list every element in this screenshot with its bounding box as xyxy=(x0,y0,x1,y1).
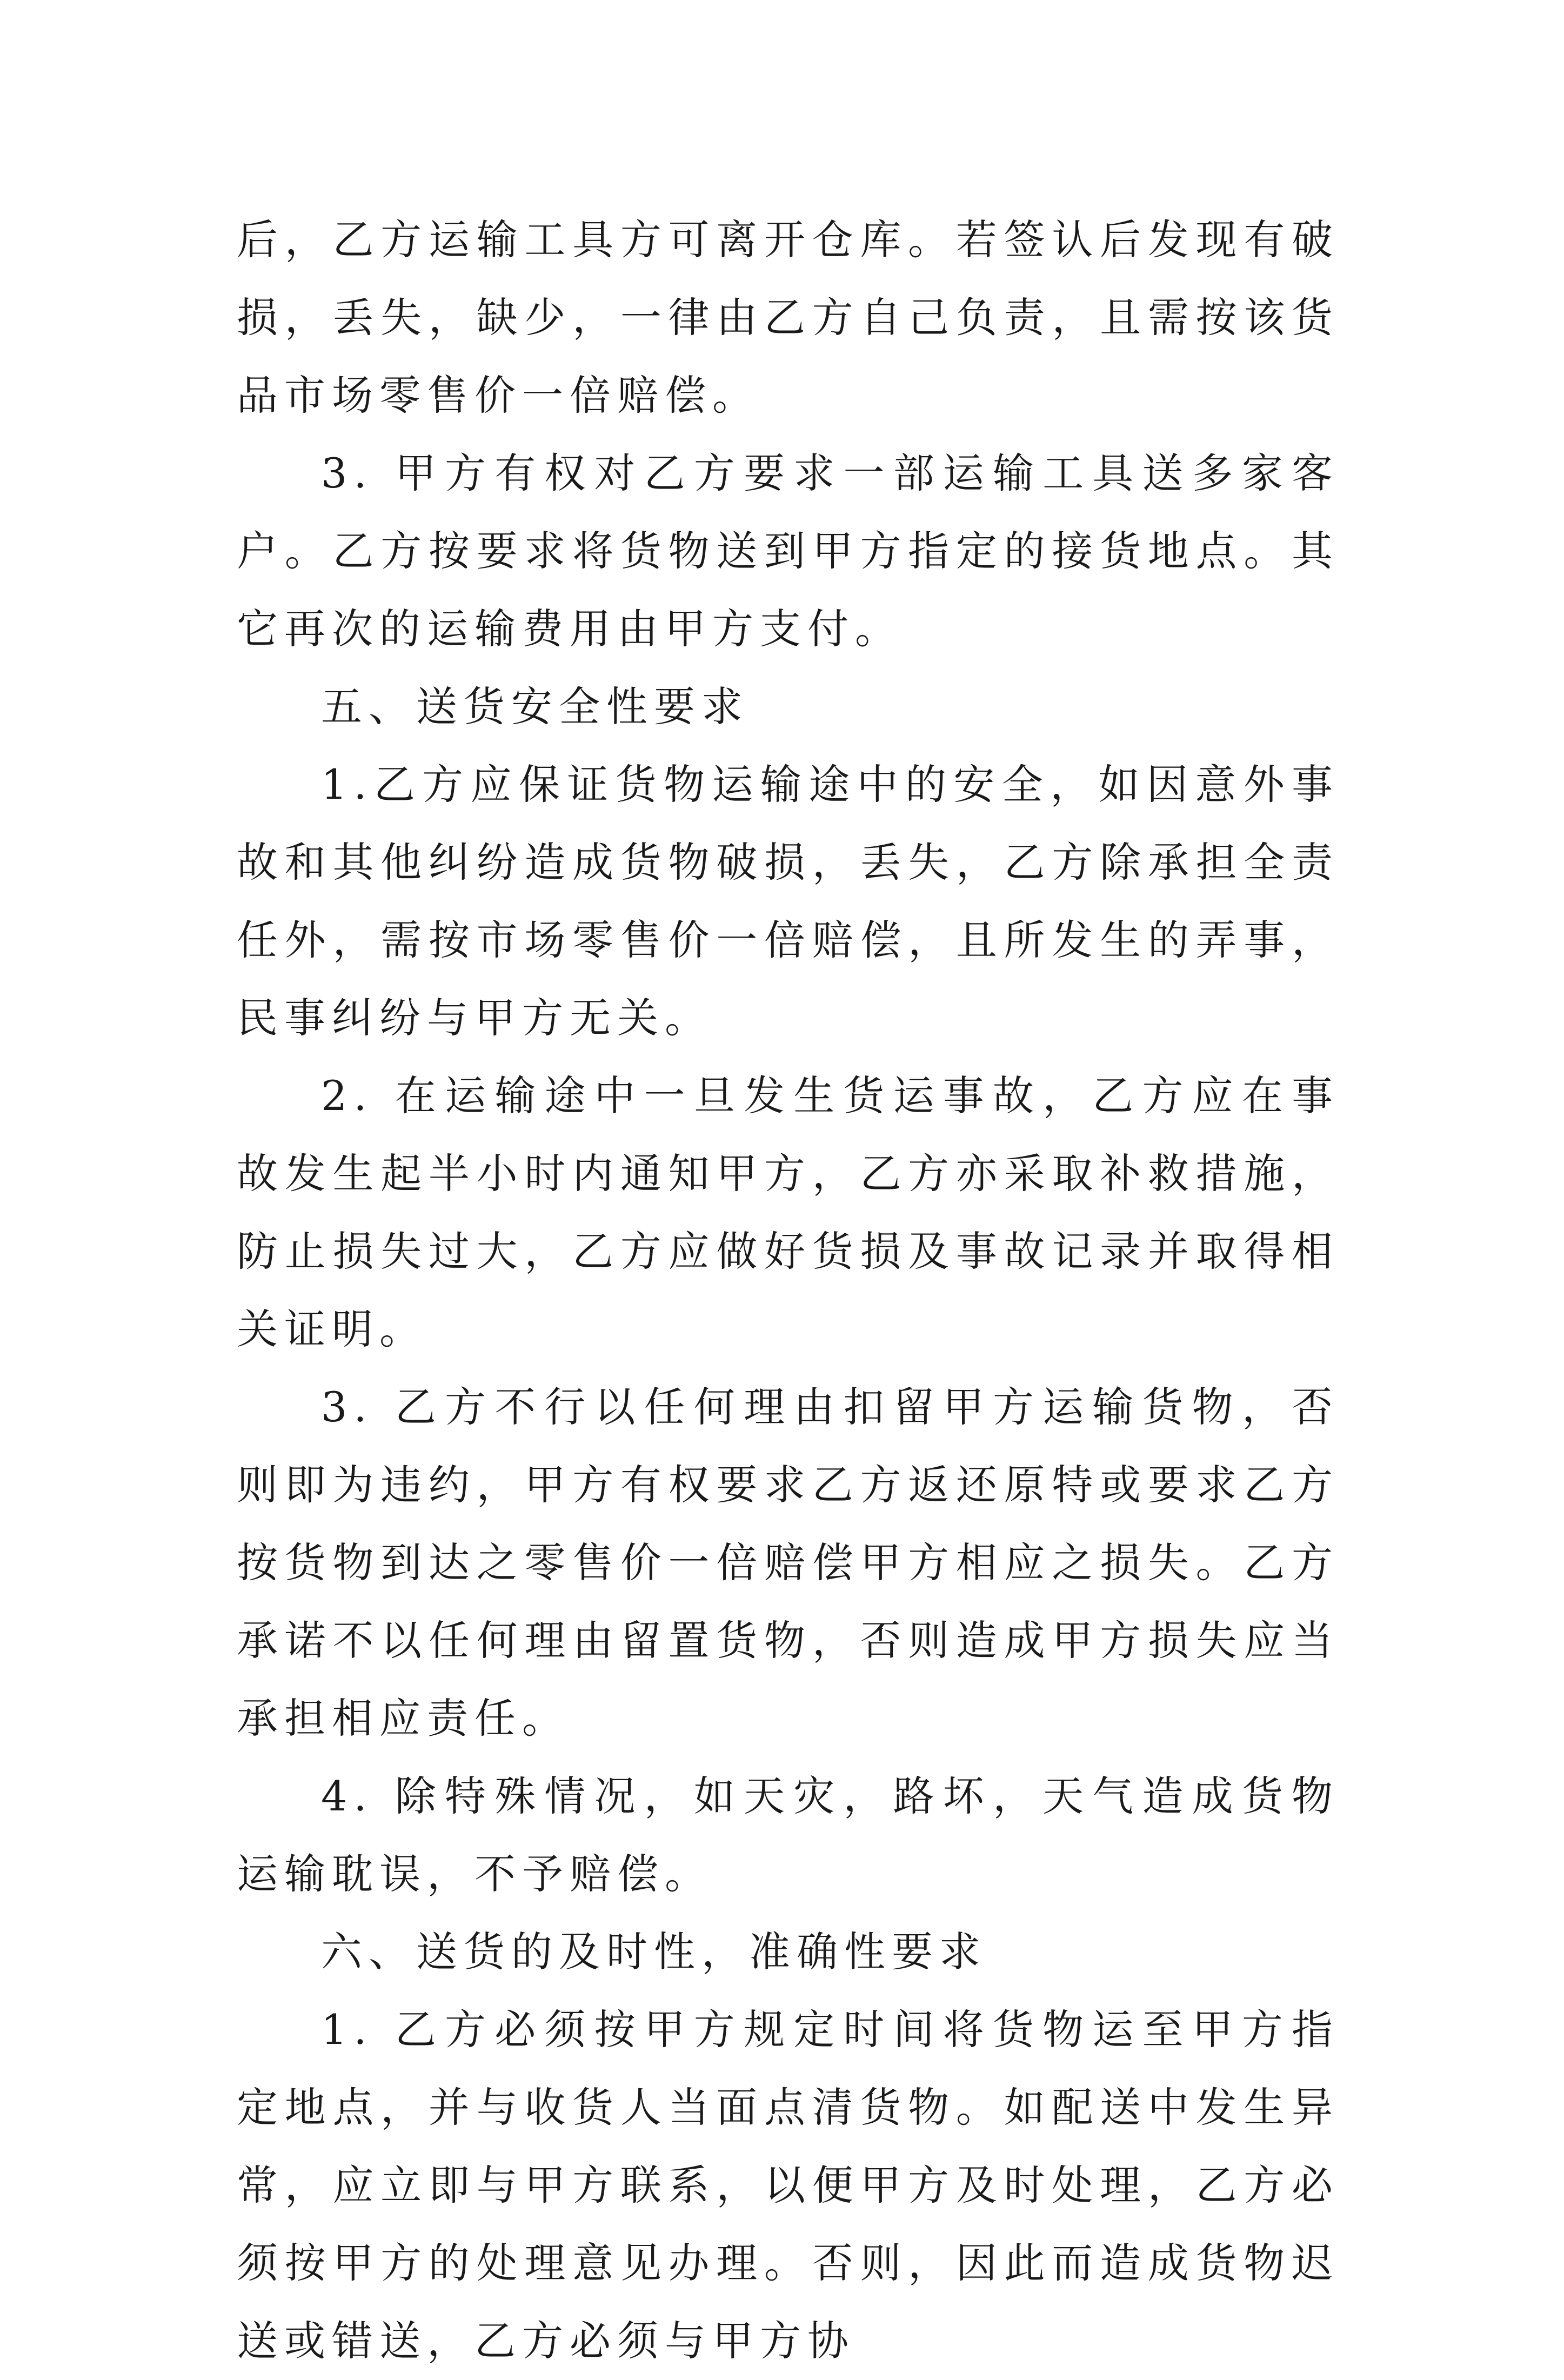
paragraph-continuation-clause: 后，乙方运输工具方可离开仓库。若签认后发现有破损，丢失，缺少，一律由乙方自己负责，且需按该货品市场零售价一倍赔偿。 xyxy=(237,216,1339,419)
document-body xyxy=(237,201,1339,2380)
section-heading-5: 五、送货安全性要求 xyxy=(321,683,749,731)
paragraph-clause-4-3: 3. 甲方有权对乙方要求一部运输工具送多家客户。乙方按要求将货物送到甲方指定的接货地点。其它再次的运输费用由甲方支付。 xyxy=(237,449,1339,653)
paragraph-clause-5-2: 2. 在运输途中一旦发生货运事故，乙方应在事故发生起半小时内通知甲方，乙方亦采取补救措施，防止损失过大，乙方应做好货损及事故记录并取得相关证明。 xyxy=(237,1072,1339,1353)
paragraph-clause-5-3: 3. 乙方不行以任何理由扣留甲方运输货物，否则即为违约，甲方有权要求乙方返还原特或要求乙方按货物到达之零售价一倍赔偿甲方相应之损失。乙方承诺不以任何理由留置货物，否则造成甲方损失应当承担相应责任。 xyxy=(237,1383,1339,1742)
paragraph-clause-5-1: 1.乙方应保证货物运输途中的安全，如因意外事故和其他纠纷造成货物破损，丢失，乙方除承担全责任外，需按市场零售价一倍赔偿，且所发生的弄事，民事纠纷与甲方无关。 xyxy=(237,760,1339,1042)
paragraph-clause-6-1: 1. 乙方必须按甲方规定时间将货物运至甲方指定地点，并与收货人当面点清货物。如配送中发生异常，应立即与甲方联系，以便甲方及时处理，乙方必须按甲方的处理意见办理。否则，因此而造成货物迟送或错送，乙方必须与甲方协 xyxy=(237,2005,1339,2365)
paragraph-clause-5-4: 4. 除特殊情况，如天灾，路坏，天气造成货物运输耽误，不予赔偿。 xyxy=(237,1772,1339,1898)
section-heading-6: 六、送货的及时性，准确性要求 xyxy=(321,1928,987,1976)
